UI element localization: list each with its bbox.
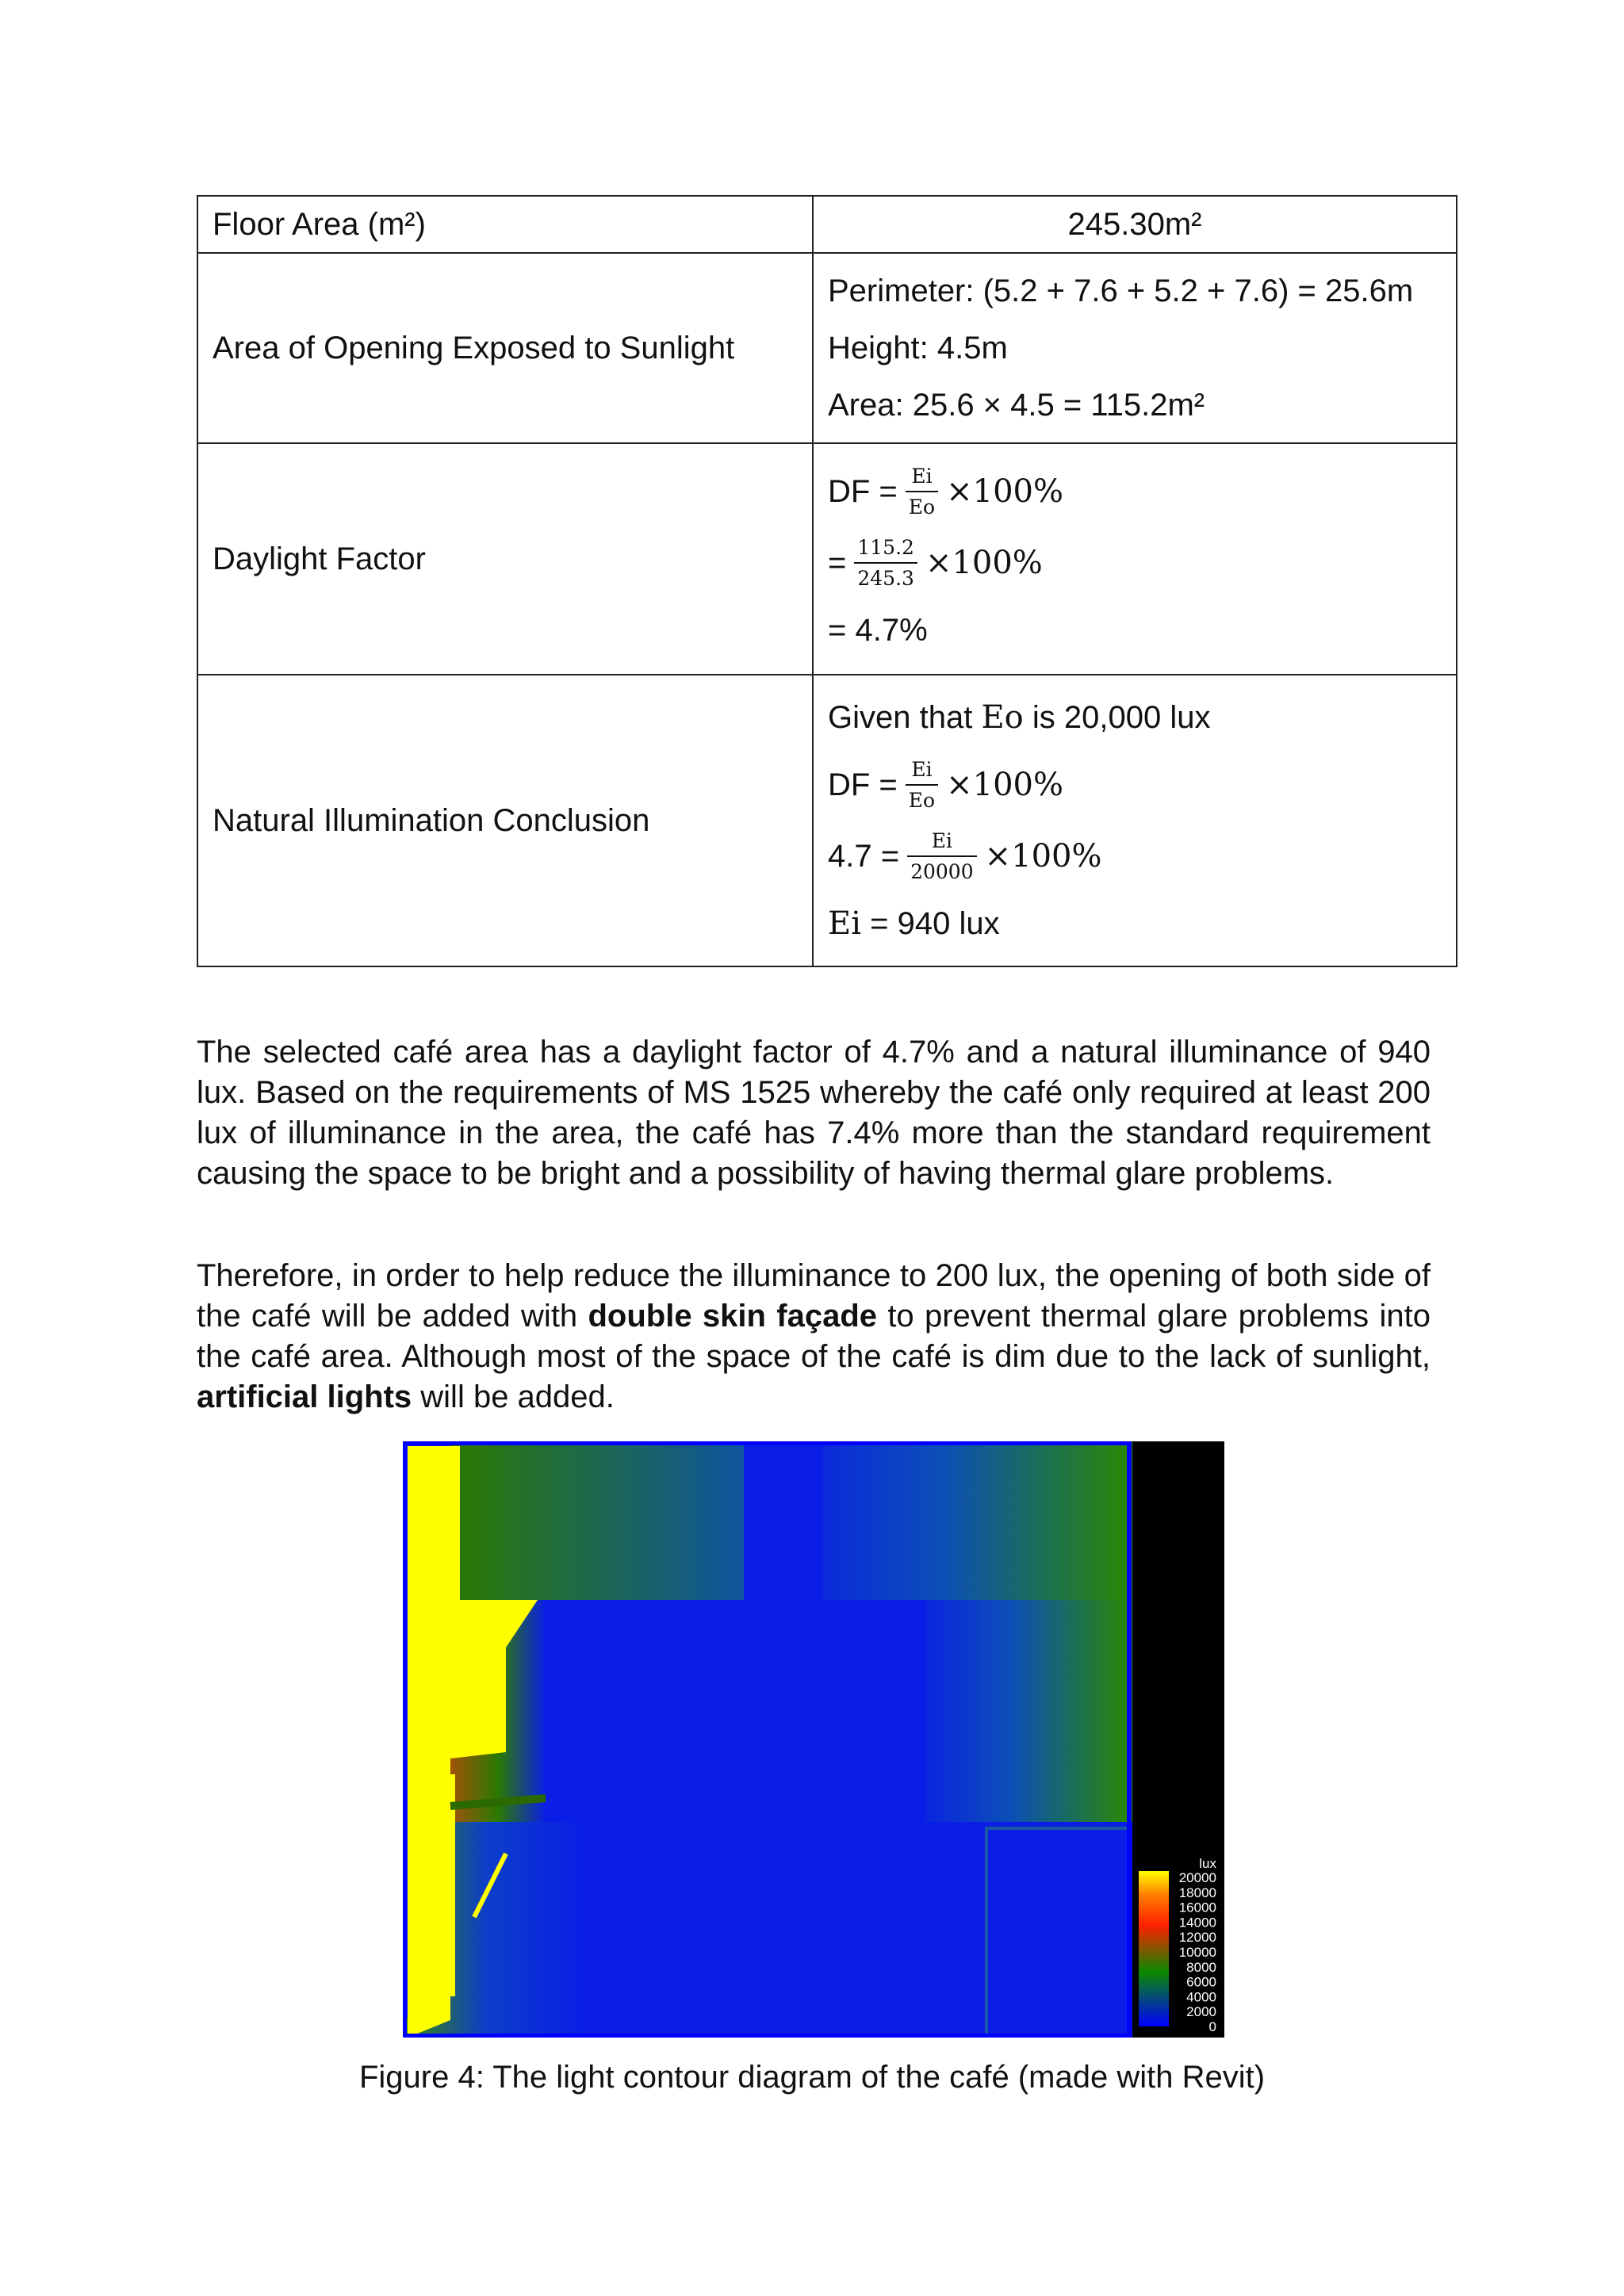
illum-eq-multiplier: ×100%: [984, 838, 1102, 874]
emphasis-artificial-lights: artificial lights: [197, 1380, 412, 1414]
floor-area-value: 245.30m²: [813, 196, 1457, 253]
legend-tick-label: 20000: [1178, 1870, 1216, 1885]
legend-tick-label: 0: [1208, 2019, 1216, 2034]
legend-tick-label: 4000: [1186, 1989, 1216, 2005]
illum-df-prefix: DF =: [828, 767, 898, 802]
paragraph-recommendation: [197, 1256, 1431, 1418]
df-numerator: Ei: [906, 465, 938, 492]
df-fraction: [906, 465, 938, 519]
illum-eq-denominator: 20000: [910, 860, 974, 883]
result-symbol: Ei: [828, 905, 861, 942]
illum-df-denominator: Eo: [908, 789, 936, 812]
height-text: Height: 4.5m: [828, 331, 1008, 365]
perimeter-text: Perimeter: (5.2 + 7.6 + 5.2 + 7.6) = 25.6m: [828, 274, 1414, 308]
eq-denominator: 245.3: [857, 567, 914, 590]
calculation-table: [197, 195, 1457, 967]
illumination-cell: [813, 675, 1457, 966]
given-symbol: Eo: [981, 699, 1024, 736]
legend-tick-label: 18000: [1178, 1885, 1216, 1900]
df-multiplier: ×100%: [946, 473, 1063, 510]
light-contour-diagram: [403, 1441, 1224, 2038]
top-right-gradient: [783, 1441, 1132, 1600]
illum-result: [828, 892, 1442, 955]
daylight-factor-cell: [813, 443, 1457, 675]
df-substitution: [828, 527, 1442, 599]
legend-tick-label: 8000: [1186, 1959, 1216, 1975]
illum-df-multiplier: ×100%: [946, 767, 1063, 803]
table-row: [197, 443, 1457, 675]
opening-area-label: Area of Opening Exposed to Sunlight: [197, 253, 813, 443]
eq-fraction: [854, 536, 917, 590]
emphasis-double-skin-facade: double skin façade: [588, 1299, 877, 1334]
table-row: [197, 253, 1457, 443]
given-suffix: is 20,000 lux: [1032, 699, 1211, 735]
result-value: = 940 lux: [870, 905, 1000, 941]
df-denominator: Eo: [908, 496, 936, 519]
legend-color-scale: [1139, 1871, 1169, 2026]
df-prefix: DF =: [828, 473, 898, 509]
area-text: Area: 25.6 × 4.5 = 115.2m²: [828, 388, 1205, 423]
illum-eq-fraction: [907, 829, 977, 883]
given-prefix: Given that: [828, 699, 973, 735]
given-line: [828, 686, 1442, 749]
paragraph-text: will be added.: [412, 1380, 615, 1414]
legend-tick-label: 12000: [1178, 1930, 1216, 1946]
lower-right-room: [986, 1828, 1129, 2038]
illum-df-fraction: [906, 758, 938, 812]
legend-unit: lux: [1199, 1856, 1216, 1871]
illum-df-formula: [828, 749, 1442, 821]
illum-df-numerator: Ei: [906, 758, 938, 786]
df-formula: [828, 456, 1442, 527]
mid-right-gradient: [910, 1600, 1132, 1822]
df-result: = 4.7%: [828, 612, 928, 648]
table-row: [197, 675, 1457, 966]
eq-prefix: =: [828, 545, 847, 580]
floor-area-label: Floor Area (m²): [197, 196, 813, 253]
illum-substitution: [828, 821, 1442, 892]
paragraph-text: to prevent thermal glare problems into the café area. Although most of the space of the café is dim due to the lack of sunlight,: [197, 1299, 1431, 1374]
legend-tick-label: 16000: [1178, 1900, 1216, 1915]
legend-tick-label: 10000: [1178, 1945, 1216, 1960]
illum-eq-numerator: Ei: [907, 829, 977, 857]
eq-numerator: 115.2: [854, 536, 917, 564]
table-row: [197, 196, 1457, 253]
center-block: [577, 1600, 926, 2038]
paragraph-daylight-summary: The selected café area has a daylight factor of 4.7% and a natural illuminance of 940 lux. Based on the requirements of MS 1525 whereby the café only required at least 200 lux of illuminance in the area, the café has 7.4% more than the standard requirement causing the space to be bright and a possibility of having thermal glare problems.: [197, 1035, 1431, 1191]
eq-multiplier: ×100%: [925, 545, 1043, 581]
legend-tick-label: 14000: [1178, 1915, 1216, 1931]
legend-tick-label: 2000: [1186, 2004, 1216, 2020]
figure-caption: Figure 4: The light contour diagram of the café (made with Revit): [358, 2060, 1266, 2095]
paragraph-text: Therefore, in order to help reduce the illuminance to 200 lux, the opening of both side of the café will be added with: [197, 1258, 1431, 1334]
illumination-label: Natural Illumination Conclusion: [197, 675, 813, 966]
center-column: [744, 1441, 823, 1600]
illum-eq-prefix: 4.7 =: [828, 838, 900, 874]
opening-area-cell: [813, 253, 1457, 443]
legend-tick-label: 6000: [1186, 1974, 1216, 1990]
contour-image: [403, 1441, 1224, 2038]
daylight-factor-label: Daylight Factor: [197, 443, 813, 675]
